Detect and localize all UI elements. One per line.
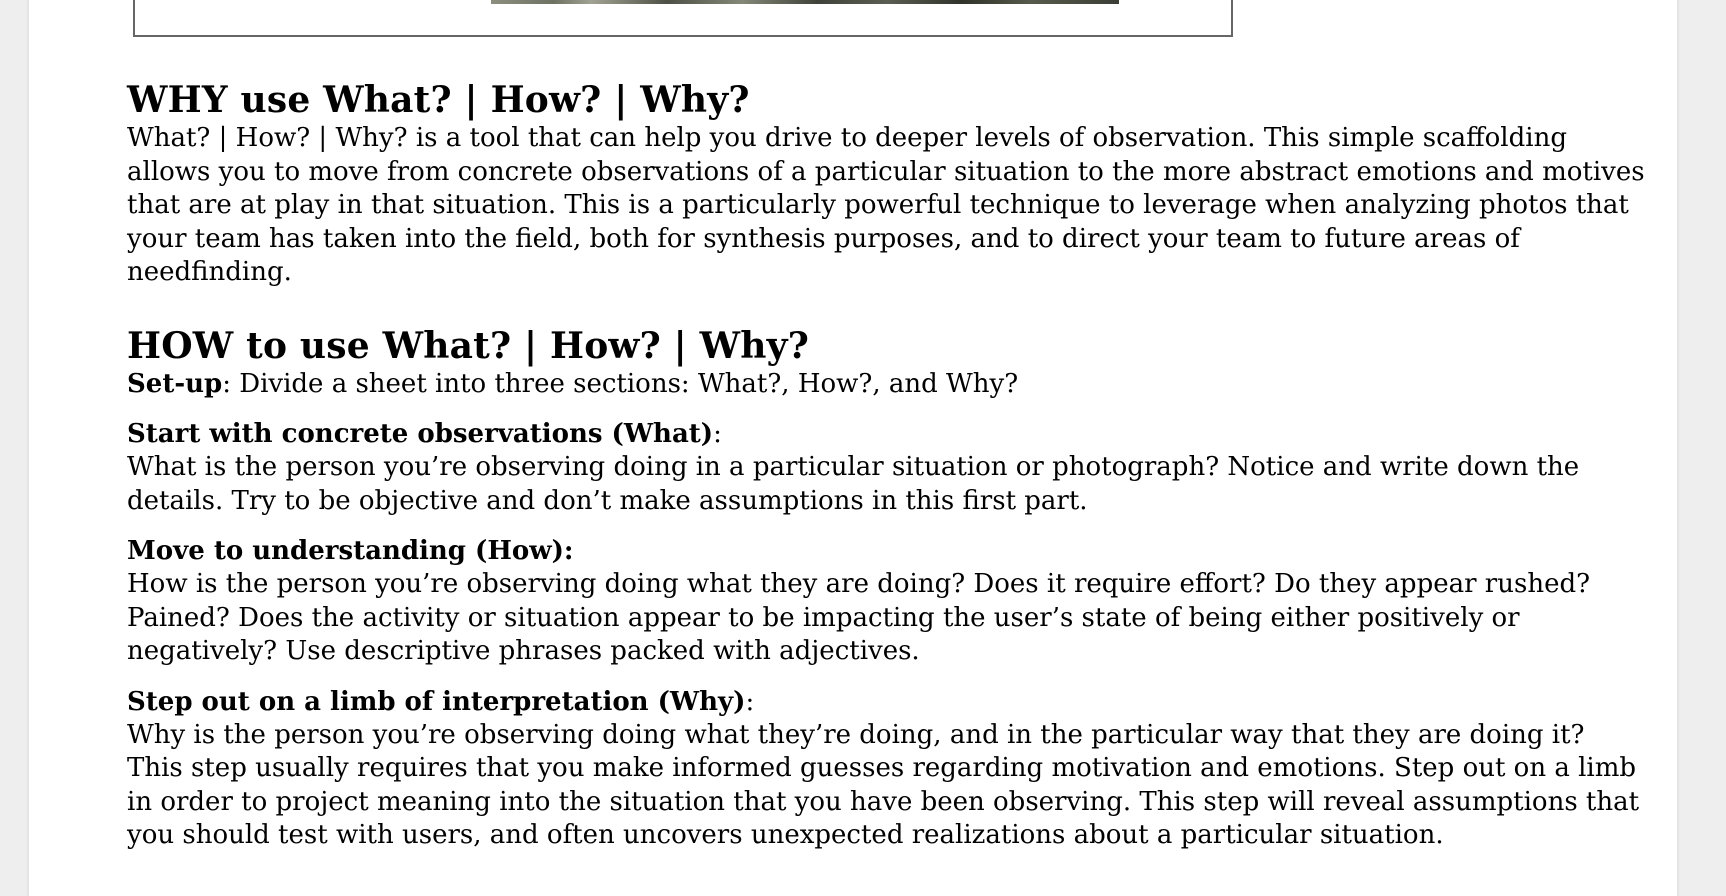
photo-frame bbox=[133, 0, 1233, 37]
photo-image bbox=[491, 0, 1119, 4]
how-heading: HOW to use What? | How? | Why? bbox=[127, 324, 810, 367]
step-what-body: What is the person you’re observing doing in a particular situation or photograph? Notice and write down the details. Try to be objective and don’t make assumptions in this first part. bbox=[127, 452, 1580, 516]
step-why-title: Step out on a limb of interpretation (Why) bbox=[127, 686, 746, 717]
setup-colon: : bbox=[222, 368, 231, 399]
step-what-title-suffix: : bbox=[713, 419, 722, 449]
step-why-body: Why is the person you’re observing doing what they’re doing, and in the particular way that they are doing it? This step usually requires that you make informed guesses regarding motivation and emotions. Step out on a limb in order to project meaning into the situation that you have been observing. This step will reveal assumptions that you should test with users, and often uncovers unexpected realizations about a particular situation. bbox=[127, 719, 1640, 850]
document-page bbox=[28, 0, 1678, 896]
why-heading: WHY use What? | How? | Why? bbox=[127, 79, 750, 121]
step-what-title-line bbox=[127, 417, 1647, 451]
page-content bbox=[127, 78, 1647, 853]
setup-text: Divide a sheet into three sections: What?, How?, and Why? bbox=[230, 368, 1019, 399]
why-body: What? | How? | Why? is a tool that can help you drive to deeper levels of observation. This simple scaffolding allows you to move from concrete observations of a particular situation to the more abstract emotions and motives that are at play in that situation. This is a particularly powerful technique to leverage when analyzing photos that your team has taken into the field, both for synthesis purposes, and to direct your team to future areas of needfinding. bbox=[127, 123, 1645, 287]
step-why-title-line bbox=[127, 685, 1647, 719]
setup-line bbox=[127, 368, 1647, 402]
step-what-title: Start with concrete observations (What) bbox=[127, 419, 714, 449]
setup-label: Set-up bbox=[127, 368, 223, 399]
step-how-title: Move to understanding (How): bbox=[127, 536, 574, 566]
step-how-body: How is the person you’re observing doing what they are doing? Does it require effort? Do they appear rushed? Pained? Does the activity or situation appear to be impacting the user’s state of being either positively or negatively? Use descriptive phrases packed with adjectives. bbox=[127, 569, 1591, 666]
step-why-title-suffix: : bbox=[745, 686, 755, 717]
